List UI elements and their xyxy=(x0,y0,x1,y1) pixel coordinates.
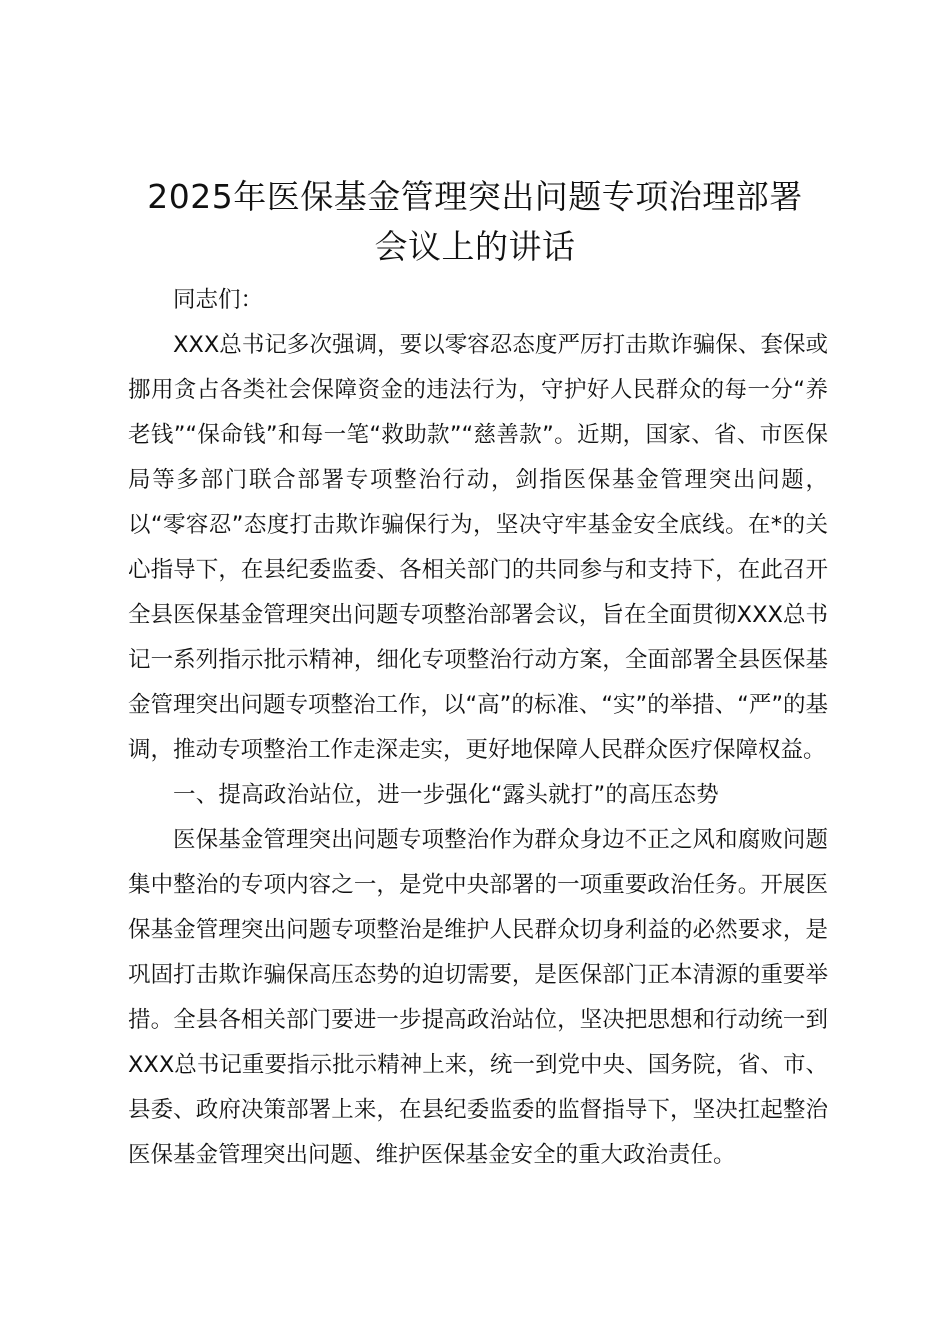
salutation: 同志们： xyxy=(173,287,264,313)
title-line-1: 2025年医保基金管理突出问题专项治理部署 xyxy=(147,177,803,216)
intro-paragraph: XXX总书记多次强调，要以零容忍态度严厉打击欺诈骗保、套保或挪用贪占各类社会保障资金的违法行为，守护好人民群众的每一分“养老钱”“保命钱”和每一笔“救助款”“慈善款”。近期，国家、省、市医保局等多部门联合部署专项整治行动，剑指医保基金管理突出问题，以“零容忍”态度打击欺诈骗保行为，坚决守牢基金安全底线。在*的关心指导下，在县纪委监委、各相关部门的共同参与和支持下，在此召开全县医保基金管理突出问题专项整治部署会议，旨在全面贯彻XXX总书记一系列指示批示精神，细化专项整治行动方案，全面部署全县医保基金管理突出问题专项整治工作，以“高”的标准、“实”的举措、“严”的基调，推动专项整治工作走深走实，更好地保障人民群众医疗保障权益。 xyxy=(128,332,828,763)
section-paragraph-1: 医保基金管理突出问题专项整治作为群众身边不正之风和腐败问题集中整治的专项内容之一，是党中央部署的一项重要政治任务。开展医保基金管理突出问题专项整治是维护人民群众切身利益的必然要求，是巩固打击欺诈骗保高压态势的迫切需要，是医保部门正本清源的重要举措。全县各相关部门要进一步提高政治站位，坚决把思想和行动统一到XXX总书记重要指示批示精神上来，统一到党中央、国务院，省、市、县委、政府决策部署上来，在县纪委监委的监督指导下，坚决扛起整治医保基金管理突出问题、维护医保基金安全的重大政治责任。 xyxy=(128,827,828,1168)
document-body xyxy=(128,278,828,1178)
document-title xyxy=(120,172,830,272)
title-line-2: 会议上的讲话 xyxy=(374,227,576,266)
section-heading-1: 一、提高政治站位，进一步强化“露头就打”的高压态势 xyxy=(173,782,719,808)
